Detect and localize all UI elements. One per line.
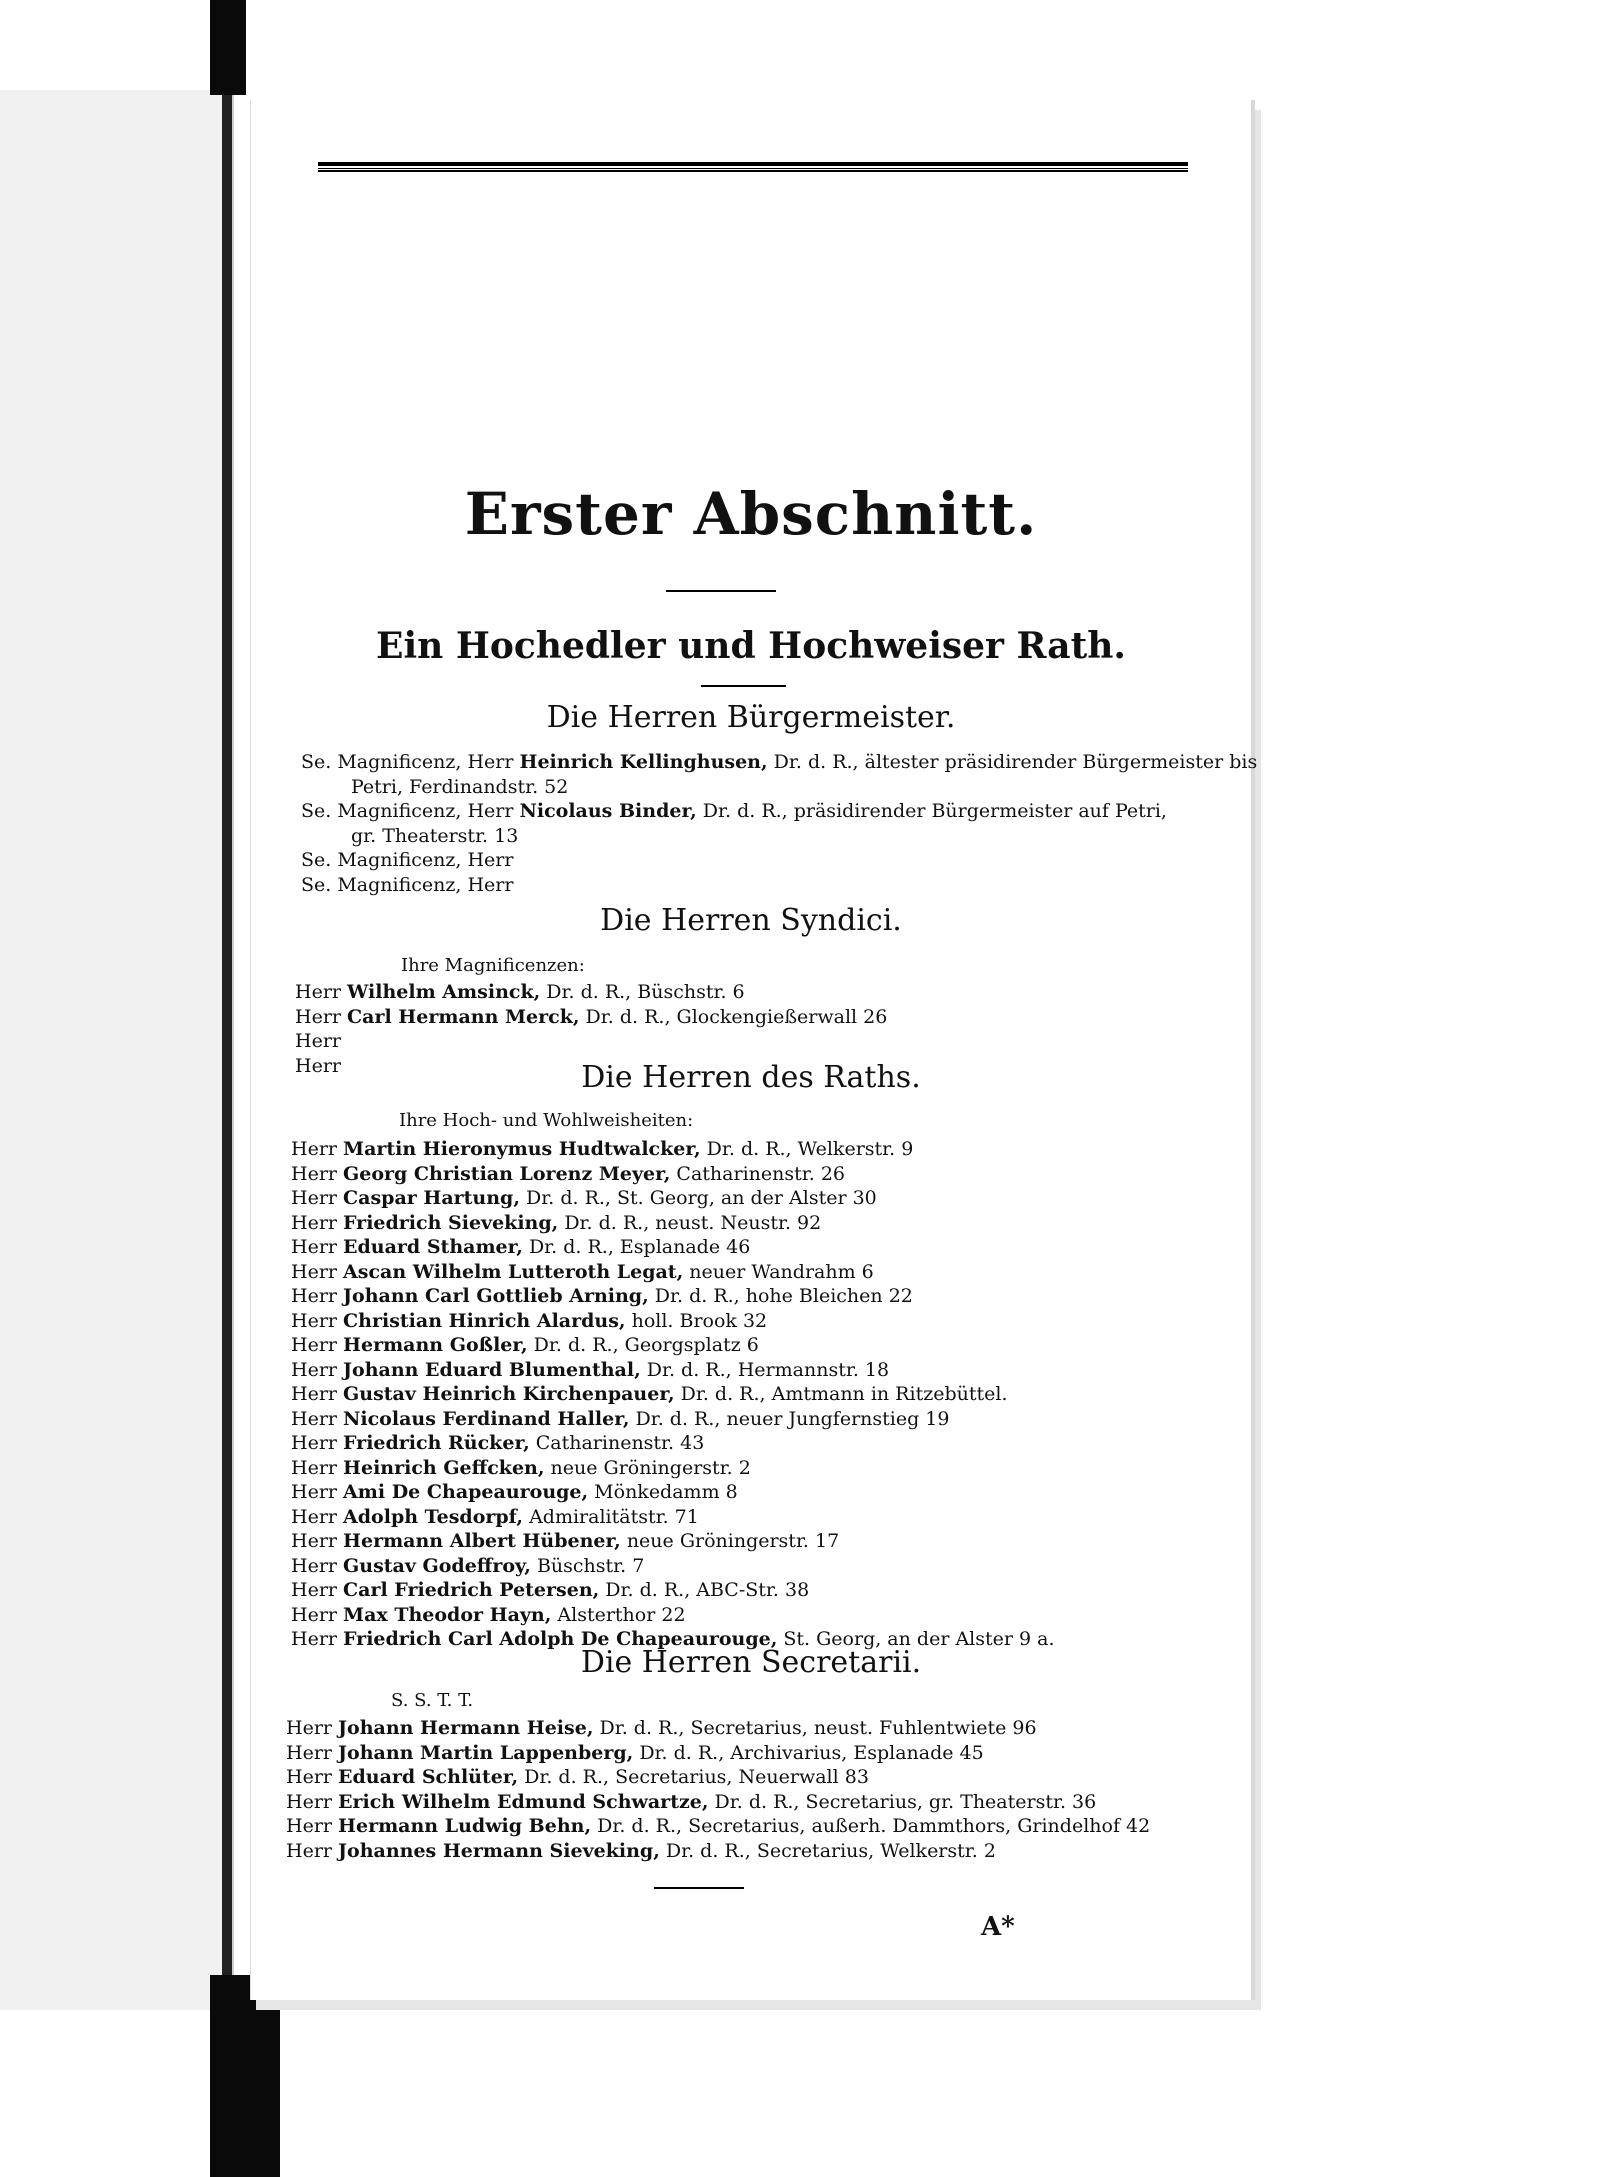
entry-details: Catharinenstr. 26 [676, 1162, 846, 1185]
entry-details: Dr. d. R., Archivarius, Esplanade 45 [639, 1741, 984, 1764]
council-member-entry [291, 1578, 1221, 1603]
secretaries-intro: S. S. T. T. [391, 1690, 474, 1711]
secretary-entry [286, 1814, 1226, 1839]
entry-title: Herr [291, 1358, 337, 1381]
entry-title: Herr [286, 1790, 332, 1813]
council-list [291, 1137, 1221, 1652]
entry-title: Herr [291, 1456, 337, 1479]
syndics-heading: Die Herren Syndici. [600, 903, 902, 938]
entry-name: Nicolaus Ferdinand Haller, [343, 1407, 630, 1430]
entry-title: Herr [291, 1432, 337, 1454]
entry-title: Herr [291, 1481, 337, 1503]
entry-details: Dr. d. R., neust. Neustr. 92 [564, 1211, 822, 1234]
entry-details: neue Gröningerstr. 17 [626, 1530, 840, 1552]
council-member-entry [291, 1260, 1221, 1285]
entry-title: Herr [291, 1138, 337, 1160]
council-member-entry [291, 1186, 1221, 1211]
entry-name: Hermann Goßler, [343, 1334, 528, 1356]
entry-title: Herr [295, 1030, 341, 1052]
document-page [250, 100, 1258, 2000]
entry-details: Dr. d. R., Hermannstr. 18 [646, 1358, 890, 1381]
entry-details: Dr. d. R., Secretarius, gr. Theaterstr. 36 [714, 1790, 1097, 1813]
council-intro: Ihre Hoch- und Wohlweisheiten: [399, 1110, 694, 1131]
entry-details: neuer Wandrahm 6 [689, 1260, 874, 1283]
entry-name: Johannes Hermann Sieveking, [338, 1839, 660, 1862]
entry-name: Heinrich Geffcken, [343, 1456, 545, 1479]
council-member-entry [291, 1284, 1221, 1309]
council-member-entry [291, 1333, 1221, 1358]
council-member-entry [291, 1431, 1221, 1456]
entry-name: Ami De Chapeaurouge, [343, 1481, 589, 1503]
council-member-entry [291, 1211, 1221, 1236]
council-member-entry [291, 1480, 1221, 1505]
entry-name: Martin Hieronymus Hudtwalcker, [343, 1138, 701, 1160]
gutter-shadow-bottom [210, 1975, 280, 2177]
entry-title: Se. Magnificenz, Herr [301, 800, 514, 822]
entry-title: Herr [291, 1628, 337, 1650]
entry-details: Dr. d. R., Amtmann in Ritzebüttel. [680, 1383, 1008, 1405]
entry-title: Herr [286, 1815, 332, 1837]
entry-title: Herr [295, 1054, 341, 1077]
entry-name: Adolph Tesdorpf, [343, 1505, 524, 1528]
council-member-entry [291, 1456, 1221, 1481]
entry-name: Eduard Schlüter, [338, 1766, 519, 1788]
entry-details: Dr. d. R., Esplanade 46 [528, 1236, 751, 1258]
entry-details: St. Georg, an der Alster 9 a. [783, 1628, 1055, 1650]
entry-title: Herr [291, 1554, 337, 1577]
entry-title: Herr [291, 1187, 337, 1209]
entry-details: Dr. d. R., Welkerstr. 9 [706, 1138, 914, 1160]
entry-title: Herr [291, 1309, 337, 1332]
entry-name: Johann Martin Lappenberg, [338, 1741, 634, 1764]
entry-name: Hermann Albert Hübener, [343, 1530, 621, 1552]
entry-title: Se. Magnificenz, Herr [301, 751, 514, 773]
entry-title: Herr [291, 1505, 337, 1528]
entry-details: Dr. d. R., Glockengießerwall 26 [585, 1005, 888, 1028]
entry-title: Herr [291, 1260, 337, 1283]
mayors-list [301, 750, 1258, 897]
entry-name: Christian Hinrich Alardus, [343, 1309, 626, 1332]
secretary-entry [286, 1716, 1226, 1741]
entry-details: Alsterthor 22 [557, 1603, 686, 1626]
entry-title: Herr [295, 1005, 341, 1028]
entry-details: Catharinenstr. 43 [535, 1432, 705, 1454]
entry-title: Herr [291, 1285, 337, 1307]
syndics-intro: Ihre Magnificenzen: [401, 955, 585, 976]
entry-details: Dr. d. R., Georgsplatz 6 [533, 1334, 759, 1356]
entry-name: Johann Hermann Heise, [338, 1717, 594, 1739]
entry-details: Mönkedamm 8 [594, 1481, 738, 1503]
entry-title: Herr [291, 1407, 337, 1430]
entry-name: Eduard Sthamer, [343, 1236, 523, 1258]
entry-details: holl. Brook 32 [631, 1309, 768, 1332]
entry-name: Caspar Hartung, [343, 1187, 520, 1209]
entry-details: Dr. d. R., hohe Bleichen 22 [654, 1285, 913, 1307]
entry-name: Gustav Godeffroy, [343, 1554, 531, 1577]
signature-mark: A* [981, 1912, 1015, 1942]
mayor-entry [301, 873, 1221, 898]
book-spine [222, 90, 232, 1990]
entry-title: Herr [291, 1530, 337, 1552]
entry-details: Dr. d. R., Büschstr. 6 [546, 981, 745, 1003]
entry-name: Carl Friedrich Petersen, [343, 1579, 600, 1601]
mayor-entry [301, 799, 1221, 848]
secretary-entry [286, 1741, 1226, 1766]
entry-name: Johann Carl Gottlieb Arning, [343, 1285, 649, 1307]
entry-name: Hermann Ludwig Behn, [338, 1815, 592, 1837]
secretary-entry [286, 1765, 1226, 1790]
council-member-entry [291, 1554, 1221, 1579]
council-member-entry [291, 1162, 1221, 1187]
entry-name: Carl Hermann Merck, [347, 1005, 580, 1028]
council-member-entry [291, 1137, 1221, 1162]
entry-title: Herr [291, 1162, 337, 1185]
entry-name: Georg Christian Lorenz Meyer, [343, 1162, 671, 1185]
entry-details: Büschstr. 7 [536, 1554, 645, 1577]
entry-title: Herr [291, 1383, 337, 1405]
entry-continuation: Petri, Ferdinandstr. 52 [351, 775, 569, 798]
mayor-entry [301, 750, 1258, 799]
entry-name: Gustav Heinrich Kirchenpauer, [343, 1383, 675, 1405]
entry-title: Herr [295, 981, 341, 1003]
entry-name: Friedrich Sieveking, [343, 1211, 559, 1234]
divider-rule [666, 590, 776, 592]
syndic-entry [295, 1005, 1195, 1030]
secretary-entry [286, 1839, 1226, 1864]
syndic-entry [295, 980, 1195, 1005]
secretaries-list [286, 1716, 1226, 1863]
section-title: Erster Abschnitt. [464, 480, 1038, 548]
entry-name: Friedrich Carl Adolph De Chapeaurouge, [343, 1628, 778, 1650]
entry-details: neue Gröningerstr. 2 [550, 1456, 751, 1479]
entry-title: Herr [291, 1579, 337, 1601]
council-member-entry [291, 1309, 1221, 1334]
council-member-entry [291, 1235, 1221, 1260]
header-double-rule [318, 162, 1188, 172]
secretary-entry [286, 1790, 1226, 1815]
entry-details: Dr. d. R., Secretarius, Welkerstr. 2 [665, 1839, 996, 1862]
divider-rule [701, 685, 786, 687]
entry-name: Ascan Wilhelm Lutteroth Legat, [343, 1260, 684, 1283]
entry-details: Dr. d. R., ABC-Str. 38 [605, 1579, 810, 1601]
entry-details: Dr. d. R., Secretarius, Neuerwall 83 [524, 1766, 869, 1788]
entry-details: Dr. d. R., präsidirender Bürgermeister auf Petri, [702, 800, 1167, 822]
entry-name: Wilhelm Amsinck, [347, 981, 541, 1003]
syndic-entry [295, 1029, 1195, 1054]
entry-title: Herr [291, 1603, 337, 1626]
facing-page [0, 90, 234, 2010]
entry-title: Herr [291, 1236, 337, 1258]
entry-name: Heinrich Kellinghusen, [519, 751, 768, 773]
entry-title: Se. Magnificenz, Herr [301, 849, 514, 871]
council-member-entry [291, 1382, 1221, 1407]
entry-title: Herr [286, 1741, 332, 1764]
council-member-entry [291, 1407, 1221, 1432]
council-title: Ein Hochedler und Hochweiser Rath. [376, 625, 1126, 667]
entry-title: Herr [286, 1839, 332, 1862]
secretaries-heading: Die Herren Secretarii. [580, 1645, 922, 1680]
entry-title: Herr [291, 1334, 337, 1356]
entry-details: Dr. d. R., ältester präsidirender Bürgermeister bis [773, 751, 1258, 773]
entry-details: Dr. d. R., St. Georg, an der Alster 30 [526, 1187, 877, 1209]
council-member-entry [291, 1529, 1221, 1554]
entry-title: Herr [286, 1717, 332, 1739]
entry-details: Dr. d. R., Secretarius, außerh. Dammthors, Grindelhof 42 [597, 1815, 1151, 1837]
council-member-entry [291, 1505, 1221, 1530]
council-member-entry [291, 1603, 1221, 1628]
council-heading: Die Herren des Raths. [581, 1060, 921, 1095]
entry-details: Admiralitätstr. 71 [529, 1505, 699, 1528]
entry-title: Se. Magnificenz, Herr [301, 873, 514, 896]
entry-name: Johann Eduard Blumenthal, [343, 1358, 641, 1381]
entry-details: Dr. d. R., neuer Jungfernstieg 19 [635, 1407, 950, 1430]
entry-name: Max Theodor Hayn, [343, 1603, 552, 1626]
entry-name: Erich Wilhelm Edmund Schwartze, [338, 1790, 709, 1813]
divider-rule [654, 1887, 744, 1889]
mayor-entry [301, 848, 1221, 873]
gutter-shadow-top [210, 0, 246, 95]
entry-name: Friedrich Rücker, [343, 1432, 530, 1454]
council-member-entry [291, 1358, 1221, 1383]
entry-title: Herr [286, 1766, 332, 1788]
entry-title: Herr [291, 1211, 337, 1234]
entry-name: Nicolaus Binder, [519, 800, 697, 822]
mayors-heading: Die Herren Bürgermeister. [546, 700, 956, 735]
entry-details: Dr. d. R., Secretarius, neust. Fuhlentwiete 96 [599, 1717, 1037, 1739]
entry-continuation: gr. Theaterstr. 13 [351, 824, 519, 847]
